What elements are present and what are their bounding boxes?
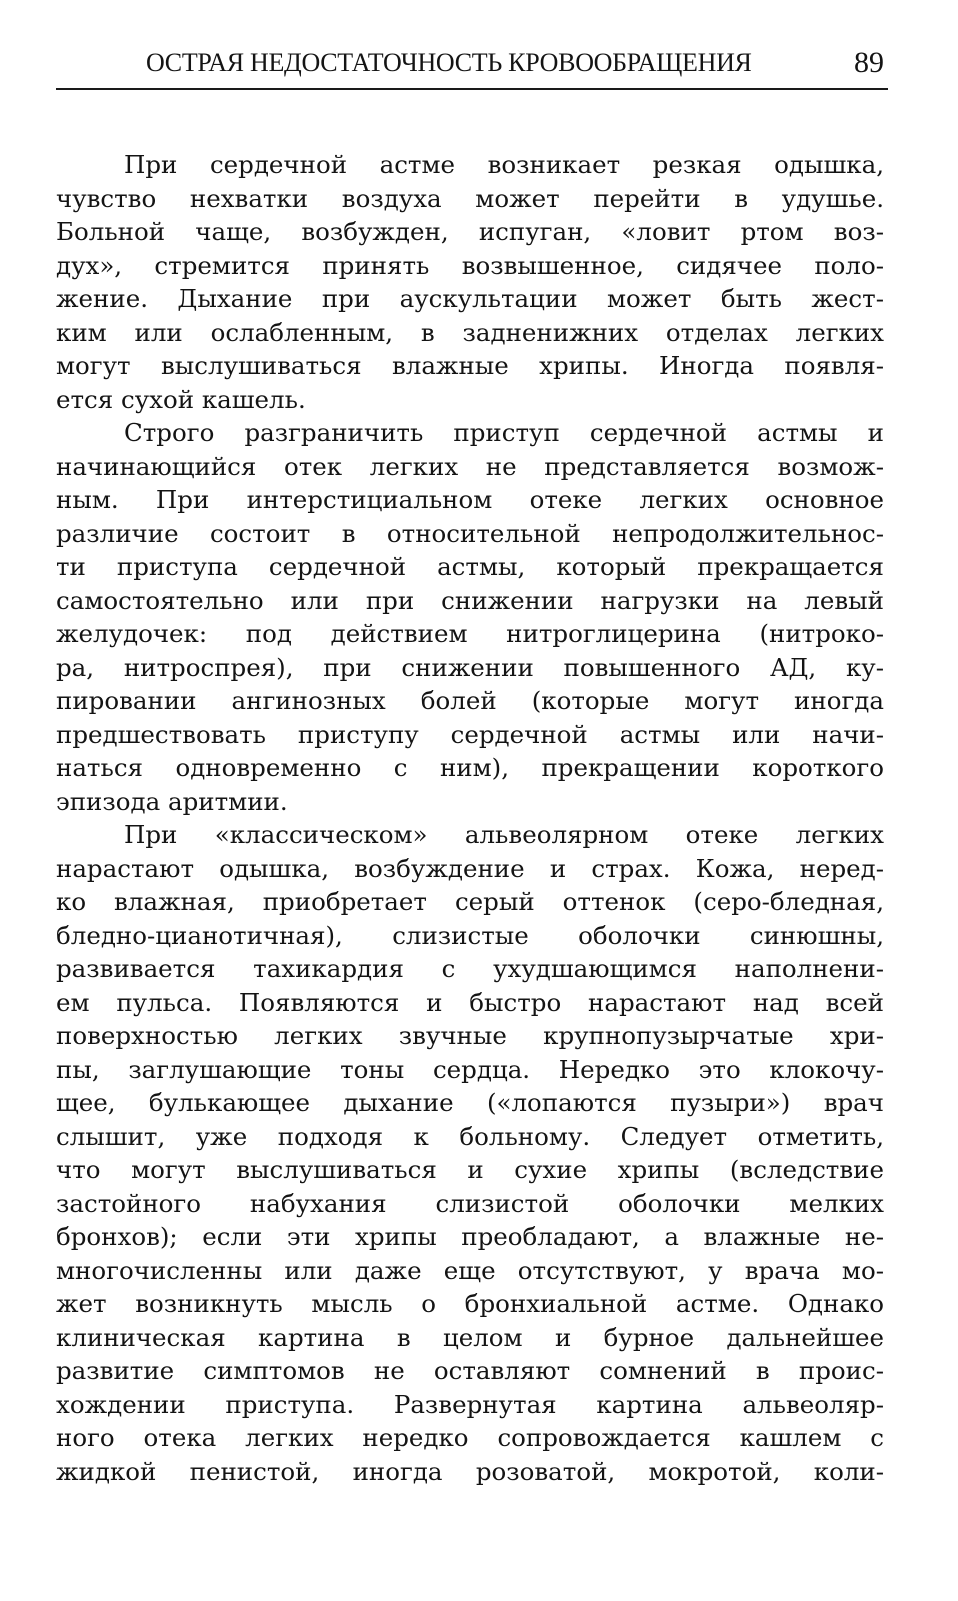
text-line: ко влажная, приобретает серый оттенок (серо-бледная,	[56, 887, 884, 916]
text-line: чувство нехватки воздуха может перейти в удушье.	[56, 183, 884, 213]
text-line: что могут выслушиваться и сухие хрипы (вследствие	[56, 1155, 884, 1184]
text-line: развивается тахикардия с ухудшающимся наполнени-	[56, 954, 884, 983]
running-header	[56, 36, 888, 90]
text-line: эпизода аритмии.	[56, 786, 288, 816]
text-line: ется сухой кашель.	[56, 384, 306, 414]
text-line: дух», стремится принять возвышенное, сидячее поло-	[56, 250, 884, 280]
text-line: ного отека легких нередко сопровождается кашлем с	[56, 1423, 884, 1452]
text-line: ем пульса. Появляются и быстро нарастают над всей	[56, 987, 884, 1017]
text-line: При «классическом» альвеолярном отеке легких	[124, 820, 884, 849]
text-line: ким или ослабленным, в задненижних отделах легких	[56, 317, 884, 347]
text-line: желудочек: под действием нитроглицерина (нитроко-	[56, 619, 884, 648]
text-line: При сердечной астме возникает резкая одышка,	[124, 150, 884, 179]
text-line: многочисленны или даже еще отсутствуют, у врача мо-	[56, 1255, 884, 1285]
text-line: ным. При интерстициальном отеке легких основное	[56, 485, 884, 514]
text-line: ра, нитроспрея), при снижении повышенного АД, ку-	[56, 652, 884, 682]
text-line: развитие симптомов не оставляют сомнений в проис-	[56, 1356, 884, 1385]
text-line: Строго разграничить приступ сердечной астмы и	[124, 418, 884, 447]
page-number: 89	[854, 46, 884, 79]
text-line: самостоятельно или при снижении нагрузки на левый	[56, 585, 884, 615]
text-line: бронхов); если эти хрипы преобладают, а влажные не-	[56, 1222, 884, 1251]
text-line: жение. Дыхание при аускультации может быть жест-	[56, 284, 884, 313]
text-line: хождении приступа. Развернутая картина альвеоляр-	[56, 1389, 884, 1419]
text-line: бледно-цианотичная), слизистые оболочки синюшны,	[56, 920, 884, 950]
text-line: слышит, уже подходя к больному. Следует отметить,	[56, 1121, 884, 1151]
text-line: начинающийся отек легких не представляется возмож-	[56, 451, 884, 481]
text-line: жет возникнуть мысль о бронхиальной астме. Однако	[56, 1289, 884, 1318]
text-line: жидкой пенистой, иногда розоватой, мокротой, коли-	[56, 1456, 884, 1486]
text-line: ти приступа сердечной астмы, который прекращается	[56, 552, 884, 581]
text-line: застойного набухания слизистой оболочки мелких	[56, 1188, 884, 1218]
text-line: нарастают одышка, возбуждение и страх. Кожа, неред-	[56, 853, 884, 883]
text-line: наться одновременно с ним), прекращении короткого	[56, 753, 884, 782]
chapter-title: ОСТРАЯ НЕДОСТАТОЧНОСТЬ КРОВООБРАЩЕНИЯ	[146, 48, 752, 77]
text-line: Больной чаще, возбужден, испуган, «ловит ртом воз-	[56, 217, 884, 246]
text-line: пы, заглушающие тоны сердца. Нередко это клокочу-	[56, 1054, 884, 1084]
body-text	[56, 148, 884, 1488]
text-line: пировании ангинозных болей (которые могут иногда	[56, 686, 884, 715]
text-line: различие состоит в относительной непродолжительнос-	[56, 518, 884, 548]
text-line: поверхностью легких звучные крупнопузырчатые хри-	[56, 1021, 884, 1050]
text-line: клиническая картина в целом и бурное дальнейшее	[56, 1322, 884, 1352]
text-line: могут выслушиваться влажные хрипы. Иногда появля-	[56, 351, 884, 380]
text-line: предшествовать приступу сердечной астмы или начи-	[56, 719, 884, 749]
text-line: щее, булькающее дыхание («лопаются пузыри») врач	[56, 1088, 884, 1117]
